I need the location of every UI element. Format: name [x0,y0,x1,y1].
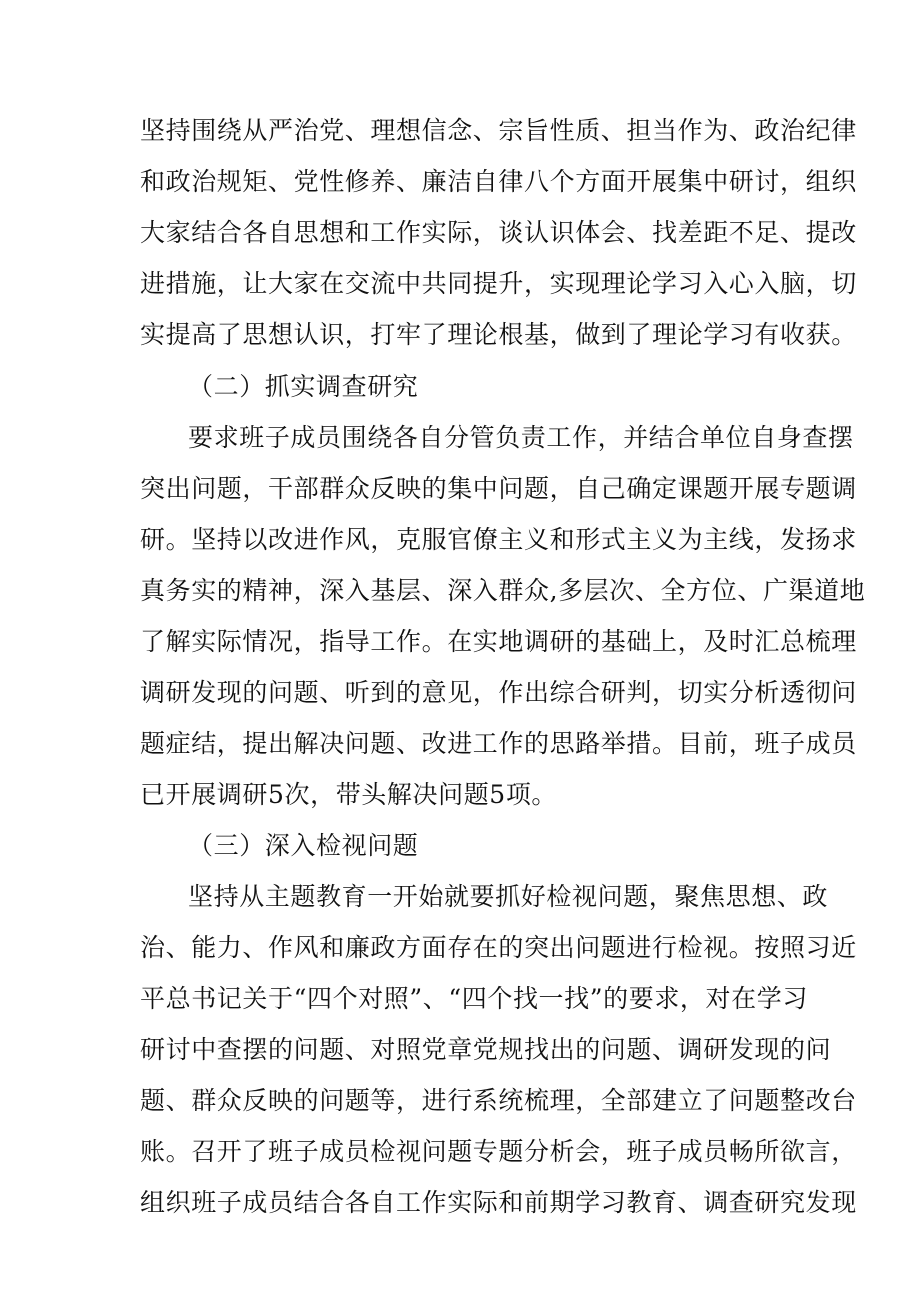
paragraph-3-line-2: 治、能力、作风和廉政方面存在的突出问题进行检视。按照习近 [140,933,857,962]
paragraph-3-line-7: 组织班子成员结合各自工作实际和前期学习教育、调查研究发现 [140,1188,857,1217]
paragraph-2-line-1: 要求班子成员围绕各自分管负责工作，并结合单位自身查摆 [188,423,854,452]
paragraph-3-line-3: 平总书记关于“四个对照”、“四个找一找”的要求，对在学习 [140,984,808,1013]
paragraph-3-line-5: 题、群众反映的问题等，进行系统梳理，全部建立了问题整改台 [140,1086,857,1115]
paragraph-3-line-1: 坚持从主题教育一开始就要抓好检视问题，聚焦思想、政 [188,882,829,911]
paragraph-2-line-4: 真务实的精神，深入基层、深入群众,多层次、全方位、广渠道地 [140,576,866,605]
paragraph-2-line-5: 了解实际情况，指导工作。在实地调研的基础上，及时汇总梳理 [140,627,857,656]
paragraph-2-line-6: 调研发现的问题、听到的意见，作出综合研判，切实分析透彻问 [140,678,857,707]
paragraph-2-line-7: 题症结，提出解决问题、改进工作的思路举措。目前，班子成员 [140,729,857,758]
paragraph-3-line-6: 账。召开了班子成员检视问题专题分析会，班子成员畅所欲言， [140,1137,857,1166]
section-heading-3: （三）深入检视问题 [188,831,419,860]
section-heading-2: （二）抓实调查研究 [188,372,419,401]
paragraph-1-line-1: 坚持围绕从严治党、理想信念、宗旨性质、担当作为、政治纪律 [140,116,857,145]
paragraph-3-line-4: 研讨中查摆的问题、对照党章党规找出的问题、调研发现的问 [140,1035,832,1064]
paragraph-2-line-2: 突出问题，干部群众反映的集中问题，自己确定课题开展专题调 [140,474,857,503]
paragraph-2-line-3: 研。坚持以改进作风，克服官僚主义和形式主义为主线，发扬求 [140,525,857,554]
paragraph-1-line-4: 进措施，让大家在交流中共同提升，实现理论学习入心入脑，切 [140,269,857,298]
paragraph-1-line-2: 和政治规矩、党性修养、廉洁自律八个方面开展集中研讨，组织 [140,167,857,196]
paragraph-1-line-5: 实提高了思想认识，打牢了理论根基，做到了理论学习有收获。 [140,320,857,349]
paragraph-1-line-3: 大家结合各自思想和工作实际，谈认识体会、找差距不足、提改 [140,218,857,247]
paragraph-2-line-8: 已开展调研5次，带头解决问题5项。 [140,780,558,809]
